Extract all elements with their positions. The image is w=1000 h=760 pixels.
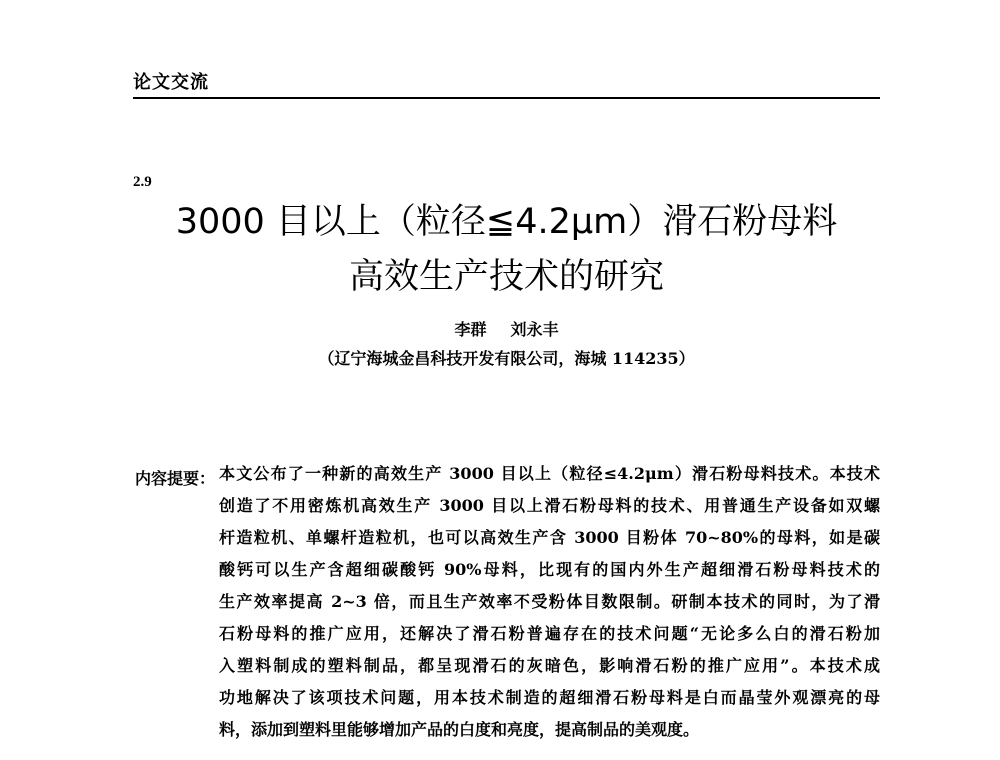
abstract-line: 功地解决了该项技术问题，用本技术制造的超细滑石粉母料是白而晶莹外观漂亮的母 [219, 688, 880, 707]
author-name: 李群 [454, 320, 487, 339]
author-affiliation: （辽宁海城金昌科技开发有限公司，海城 114235） [318, 349, 695, 368]
abstract-line: 生产效率提高 2~3 倍，而且生产效率不受粉体目数限制。研制本技术的同时，为了滑 [219, 592, 880, 611]
author-list [133, 317, 880, 340]
abstract-line: 酸钙可以生产含超细碳酸钙 90%母料，比现有的国内外生产超细滑石粉母料技术的 [219, 560, 880, 579]
abstract-line: 杆造粒机、单螺杆造粒机，也可以高效生产含 3000 目粉体 70~80%的母料，如是碳 [219, 528, 880, 547]
abstract-line: 创造了不用密炼机高效生产 3000 目以上滑石粉母料的技术、用普通生产设备如双螺 [219, 496, 880, 515]
section-header: 论文交流 [133, 72, 209, 93]
paper-title-line-1: 3000 目以上（粒径≦4.2μm）滑石粉母料 [175, 202, 838, 242]
abstract-line: 本文公布了一种新的高效生产 3000 目以上（粒径≤4.2μm）滑石粉母料技术。本技术 [219, 464, 880, 483]
section-number: 2.9 [133, 174, 152, 190]
abstract-line: 石粉母料的推广应用，还解决了滑石粉普遍存在的技术问题“无论多么白的滑石粉加 [219, 624, 880, 643]
author-name: 刘永丰 [510, 320, 559, 339]
paper-title-line-2: 高效生产技术的研究 [348, 257, 664, 297]
header-divider [133, 97, 880, 99]
abstract-line: 料，添加到塑料里能够增加产品的白度和亮度，提高制品的美观度。 [219, 720, 700, 739]
abstract-label: 内容提要： [135, 469, 216, 488]
abstract-line: 入塑料制成的塑料制品，都呈现滑石的灰暗色，影响滑石粉的推广应用”。本技术成 [219, 656, 880, 675]
